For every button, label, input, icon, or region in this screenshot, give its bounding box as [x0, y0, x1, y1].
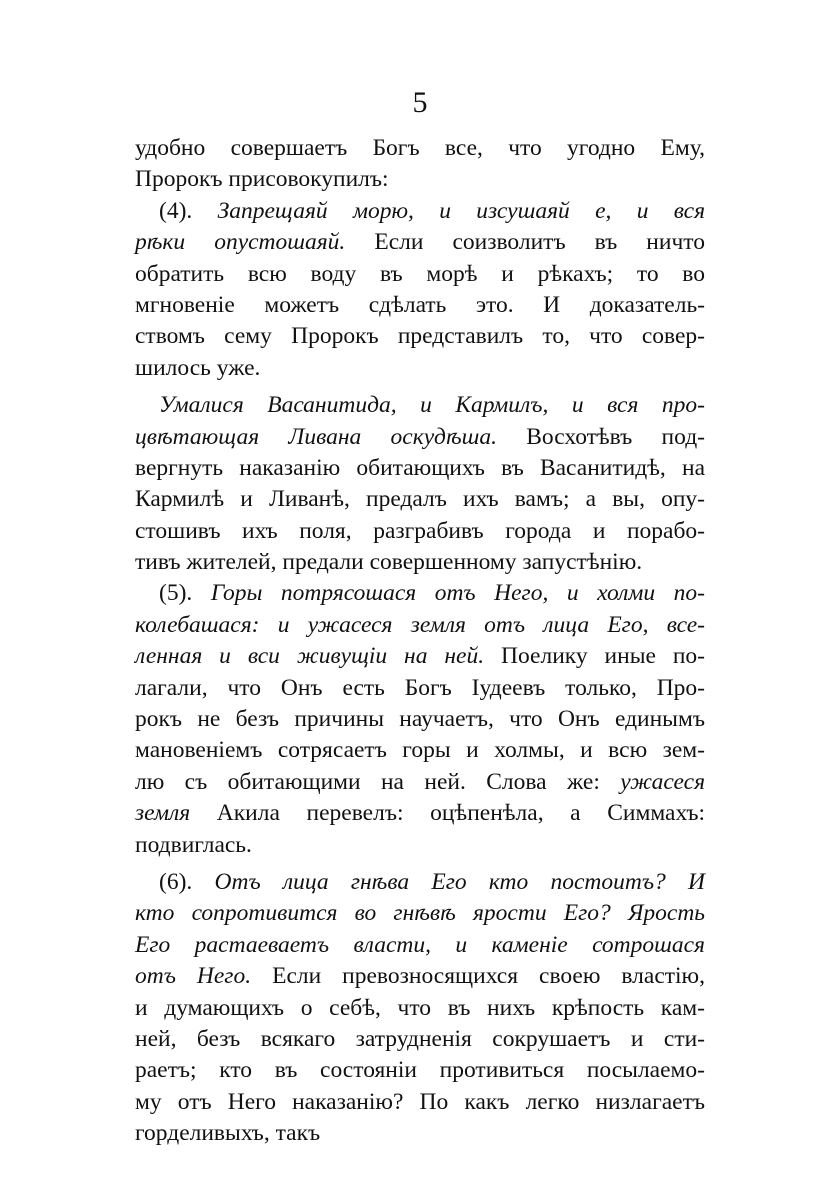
- text-line: [135, 422, 705, 453]
- italic-text-run: рѣки опустошаяй.: [135, 229, 346, 256]
- text-run: обратить всю воду въ морѣ и рѣкахъ; то во: [135, 260, 705, 287]
- text-line: [135, 1055, 705, 1086]
- text-line: [135, 259, 705, 290]
- page-number: 5: [412, 86, 428, 119]
- text-run: (6).: [159, 868, 215, 895]
- text-run: Кармилѣ и Ливанѣ, предалъ ихъ вамъ; а вы, опу-: [135, 486, 705, 513]
- italic-text-run: отъ Него.: [135, 963, 252, 990]
- text-run: горделивыхъ, такъ: [135, 1120, 321, 1147]
- text-run: ствомъ сему Пророкъ представилъ то, что совер-: [135, 323, 705, 350]
- italic-text-run: Горы потрясошася отъ Него, и холми по-: [210, 580, 705, 607]
- text-body: [135, 133, 705, 1150]
- text-run: мгновеніе можетъ сдѣлать это. И доказатель-: [135, 291, 705, 318]
- text-line: [135, 767, 705, 798]
- text-line: [135, 547, 705, 578]
- text-run: Если превозносящихся своею властію,: [251, 963, 705, 990]
- text-line: [135, 1024, 705, 1055]
- text-run: удобно совершаетъ Богъ все, что угодно Ему,: [135, 135, 705, 161]
- text-line: [135, 516, 705, 547]
- text-line: [135, 321, 705, 352]
- text-run: Поелику иные по-: [484, 643, 705, 670]
- text-line: [135, 993, 705, 1024]
- text-run: Пророкъ присовокупилъ:: [135, 166, 389, 193]
- text-line: [135, 290, 705, 321]
- italic-text-run: Отъ лица гнѣва Его кто постоитъ? И: [214, 868, 705, 895]
- text-line: [135, 164, 705, 195]
- italic-text-run: колебашася: и ужасеся земля отъ лица Его, все-: [135, 611, 705, 638]
- text-line: [135, 578, 705, 609]
- italic-text-run: Его растаеваетъ власти, и каменіе сотрошася: [135, 931, 705, 958]
- text-run: ней, безъ всякаго затрудненія сокрушаетъ и сти-: [135, 1025, 705, 1052]
- text-run: Восхотѣвъ под-: [496, 423, 705, 450]
- italic-text-run: кто сопротивится во гнѣвѣ ярости Его? Ярость: [135, 900, 705, 927]
- text-line: [135, 196, 705, 227]
- italic-text-run: Умалися Васанитида, и Кармилъ, и вся про-: [159, 392, 705, 419]
- text-run: лагали, что Онъ есть Богъ Іудеевъ только, Про-: [135, 674, 705, 701]
- text-line: [135, 133, 705, 164]
- text-line: [135, 484, 705, 515]
- text-line: [135, 641, 705, 672]
- text-run: Акила перевелъ: оцѣпенѣла, а Симмахъ:: [190, 800, 705, 827]
- text-run: и думающихъ о себѣ, что въ нихъ крѣпость кам-: [135, 994, 705, 1021]
- text-line: [135, 961, 705, 992]
- text-run: (4).: [159, 197, 218, 224]
- text-line: [135, 704, 705, 735]
- text-run: шилось уже.: [135, 354, 261, 381]
- text-line: [135, 1118, 705, 1149]
- text-line: [135, 453, 705, 484]
- text-line: [135, 1087, 705, 1118]
- italic-text-run: цвѣтающая Ливана оскудѣша.: [135, 423, 497, 450]
- text-line: [135, 867, 705, 898]
- text-line: [135, 227, 705, 258]
- text-line: [135, 673, 705, 704]
- text-run: тивъ жителей, предали совершенному запустѣнію.: [135, 549, 643, 576]
- text-run: му отъ Него наказанію? По какъ легко низлагаетъ: [135, 1088, 705, 1115]
- text-line: [135, 930, 705, 961]
- text-line: [135, 830, 705, 861]
- text-line: [135, 798, 705, 829]
- italic-text-run: ленная и вси живущіи на ней.: [135, 643, 485, 670]
- text-run: (5).: [159, 580, 211, 607]
- text-run: мановеніемъ сотрясаетъ горы и холмы, и всю зем-: [135, 737, 705, 764]
- text-run: стошивъ ихъ поля, разграбивъ города и порабо-: [135, 517, 705, 544]
- text-line: [135, 610, 705, 641]
- text-line: [135, 898, 705, 929]
- text-line: [135, 390, 705, 421]
- italic-text-run: Запрещаяй морю, и изсушаяй е, и вся: [217, 197, 705, 224]
- text-line: [135, 735, 705, 766]
- text-run: раетъ; кто въ состояніи противиться посылаемо-: [135, 1057, 705, 1084]
- text-run: лю съ обитающими на ней. Слова же:: [135, 768, 621, 795]
- italic-text-run: ужасеся: [620, 768, 705, 795]
- text-line: [135, 353, 705, 384]
- text-run: рокъ не безъ причины научаетъ, что Онъ единымъ: [135, 706, 705, 733]
- text-run: подвиглась.: [135, 831, 252, 858]
- text-run: вергнуть наказанію обитающихъ въ Васанитидѣ, на: [135, 454, 705, 481]
- text-run: Если соизволитъ въ ничто: [345, 229, 705, 256]
- italic-text-run: земля: [135, 800, 191, 827]
